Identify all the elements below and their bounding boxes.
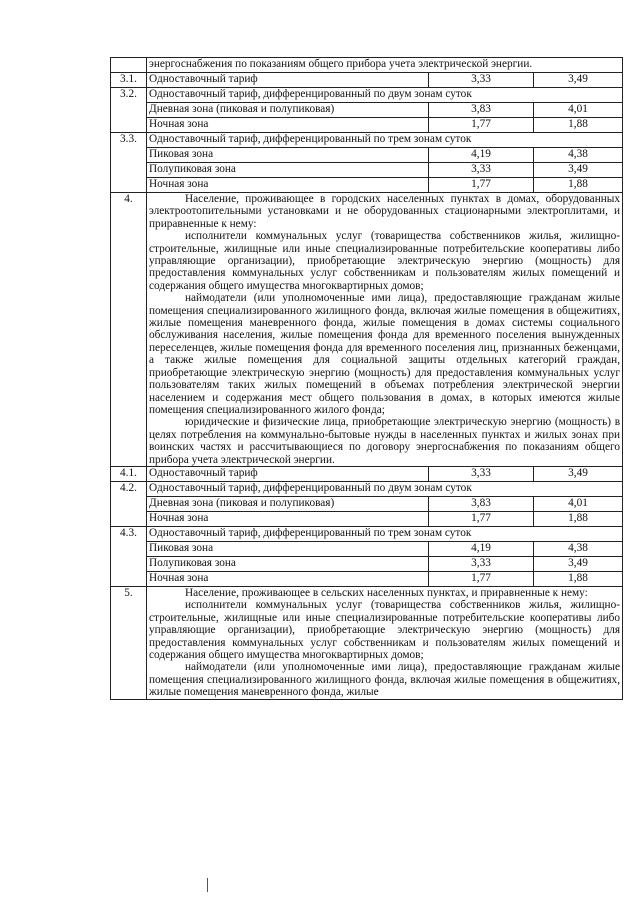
tariff-value-1: 1,77 (429, 511, 534, 526)
paragraph: Население, проживающее в городских населенных пунктах в домах, оборудованных электроотопительными установками и не оборудованных стационарными электроплитами, и приравненные к нему: (149, 193, 621, 230)
row-number: 3.1. (111, 73, 147, 88)
table-row (111, 133, 623, 148)
tariff-value-2: 3,49 (534, 73, 623, 88)
paragraph: наймодатели (или уполномоченные ими лица), предоставляющие гражданам жилые помещения специализированного жилищного фонда, включая жилые помещения в общежитиях, жилые помещения маневренного фонда, жилые (149, 661, 621, 699)
tariff-label: Пиковая зона (147, 148, 429, 163)
table-row (111, 556, 623, 571)
tariff-value-2: 3,49 (534, 163, 623, 178)
tariff-value-1: 3,33 (429, 466, 534, 481)
table-row (111, 541, 623, 556)
tariff-value-1: 1,77 (429, 118, 534, 133)
table-row (111, 496, 623, 511)
tariff-label: Одноставочный тариф (147, 73, 429, 88)
table-row (111, 511, 623, 526)
paragraph: исполнители коммунальных услуг (товарищества собственников жилья, жилищно-строительные, жилищные или иные специализированные потребительские кооперативы либо управляющие организации), приобретающие электрическую энергию (мощность) для предоставления коммунальных услуг собственникам и пользователям жилых помещений и содержания общего имущества многоквартирных домов; (149, 230, 621, 292)
tariff-value-1: 1,77 (429, 178, 534, 193)
tariff-value-2: 4,01 (534, 496, 623, 511)
tariff-value-2: 1,88 (534, 118, 623, 133)
table-row (111, 193, 623, 467)
tariff-label: Ночная зона (147, 178, 429, 193)
tariff-label: Одноставочный тариф, дифференцированный по трем зонам суток (147, 133, 623, 148)
row-number: 3.3. (111, 133, 147, 193)
tariff-value-2: 1,88 (534, 178, 623, 193)
table-row (111, 526, 623, 541)
table-row (111, 148, 623, 163)
category-description (147, 193, 623, 467)
row-number (111, 58, 147, 73)
tariff-value-1: 3,33 (429, 163, 534, 178)
table-row (111, 571, 623, 586)
tariff-value-1: 1,77 (429, 571, 534, 586)
tariff-value-1: 3,83 (429, 496, 534, 511)
paragraph: Население, проживающее в сельских населенных пунктах, и приравненные к нему: (185, 586, 588, 599)
tariff-value-2: 1,88 (534, 511, 623, 526)
tariff-value-1: 3,33 (429, 73, 534, 88)
table-row (111, 586, 623, 699)
tariff-value-2: 3,49 (534, 556, 623, 571)
paragraph: юридические и физические лица, приобретающие электрическую энергию (мощность) в целях потребления на коммунально-бытовые нужды в населенных пунктах и жилых зонах при воинских частях и рассчитывающиеся по договору энергоснабжения по показаниям общего прибора учета электрической энергии. (149, 416, 621, 466)
row-number: 5. (111, 586, 147, 699)
tariff-value-2: 4,38 (534, 148, 623, 163)
tariff-label: Одноставочный тариф, дифференцированный по двум зонам суток (147, 481, 623, 496)
category-description (147, 586, 623, 699)
tariff-value-1: 3,33 (429, 556, 534, 571)
scan-mark (207, 878, 208, 892)
table-row (111, 466, 623, 481)
row-number: 4.2. (111, 481, 147, 526)
table-row (111, 88, 623, 103)
tariff-value-1: 4,19 (429, 541, 534, 556)
row-text: энергоснабжения по показаниям общего прибора учета электрической энергии. (147, 58, 623, 73)
tariff-value-1: 4,19 (429, 148, 534, 163)
tariff-label: Ночная зона (147, 511, 429, 526)
tariff-label: Пиковая зона (147, 541, 429, 556)
table-row (111, 178, 623, 193)
tariff-label: Полупиковая зона (147, 163, 429, 178)
table-row (111, 58, 623, 73)
tariff-label: Одноставочный тариф (147, 466, 429, 481)
row-number: 4.3. (111, 526, 147, 586)
table-row (111, 118, 623, 133)
tariff-value-1: 3,83 (429, 103, 534, 118)
tariff-table (110, 57, 623, 700)
paragraph: наймодатели (или уполномоченные ими лица), предоставляющие гражданам жилые помещения специализированного жилищного фонда, включая жилые помещения в общежитиях, жилые помещения маневренного фонда, жилые помещения в домах системы социального обслуживания населения, жилые помещения фонда для временного поселения вынужденных переселенцев, жилые помещения фонда для временного поселения лиц, признанных беженцами, а также жилые помещения для социальной защиты отдельных категорий граждан, приобретающие электрическую энергию (мощность) для предоставления коммунальных услуг пользователям таких жилых помещений в объемах потребления электрической энергии населением и содержания мест общего пользования в домах, в которых имеются жилые помещения специализированного жилого фонда; (149, 292, 621, 416)
tariff-label: Одноставочный тариф, дифференцированный по двум зонам суток (147, 88, 623, 103)
tariff-value-2: 4,38 (534, 541, 623, 556)
row-number: 3.2. (111, 88, 147, 133)
table-row (111, 73, 623, 88)
tariff-label: Дневная зона (пиковая и полупиковая) (147, 496, 429, 511)
row-number: 4.1. (111, 466, 147, 481)
table-row (111, 163, 623, 178)
tariff-label: Полупиковая зона (147, 556, 429, 571)
row-number: 4. (111, 193, 147, 467)
tariff-value-2: 1,88 (534, 571, 623, 586)
tariff-value-2: 3,49 (534, 466, 623, 481)
tariff-label: Ночная зона (147, 571, 429, 586)
table-row (111, 481, 623, 496)
table-row (111, 103, 623, 118)
tariff-label: Ночная зона (147, 118, 429, 133)
paragraph: исполнители коммунальных услуг (товарищества собственников жилья, жилищно-строительные, жилищные или иные специализированные потребительские кооперативы либо управляющие организации), приобретающие электрическую энергию (мощность) для предоставления коммунальных услуг собственникам и пользователям жилых помещений и содержания общего имущества многоквартирных домов; (149, 599, 621, 661)
tariff-label: Дневная зона (пиковая и полупиковая) (147, 103, 429, 118)
tariff-value-2: 4,01 (534, 103, 623, 118)
tariff-label: Одноставочный тариф, дифференцированный по трем зонам суток (147, 526, 623, 541)
